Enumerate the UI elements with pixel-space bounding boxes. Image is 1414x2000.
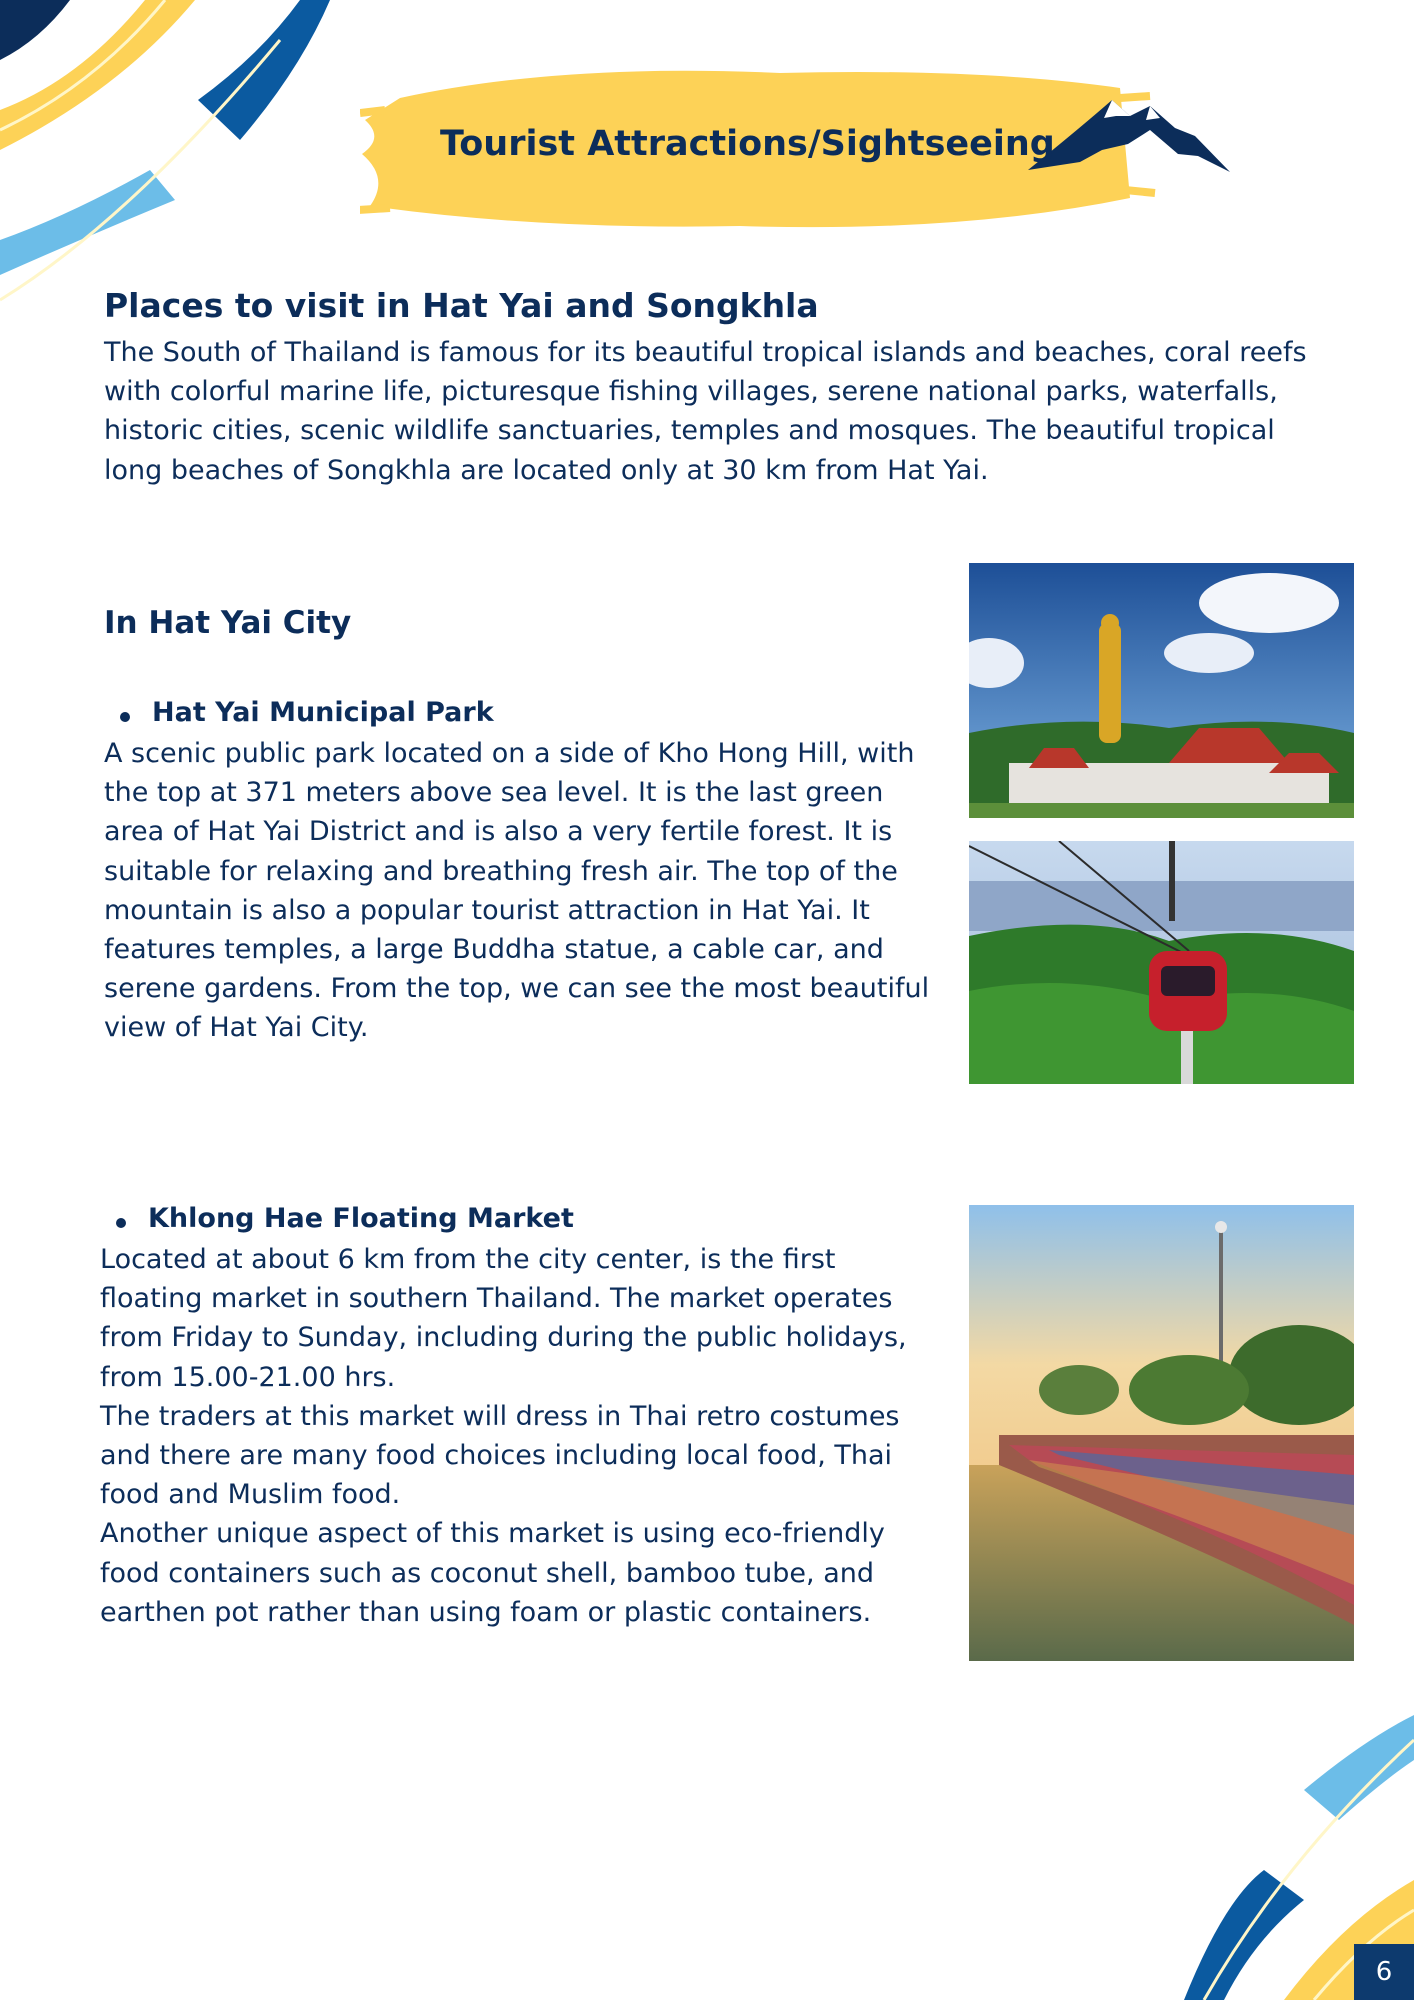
- intro-paragraph: The South of Thailand is famous for its beautiful tropical islands and beaches, coral reefs with colorful marine life, picturesque fishing villages, serene national parks, waterfalls, historic cities, scenic wildlife sanctuaries, temples and mosques. The beautiful tropical long beaches of Songkhla are located only at 30 km from Hat Yai.: [104, 337, 1307, 486]
- park-title: Hat Yai Municipal Park: [152, 697, 494, 728]
- temple-buddha-photo: [969, 563, 1354, 818]
- bullet-dot: [120, 712, 130, 722]
- bullet-dot: [116, 1218, 126, 1228]
- market-title: Khlong Hae Floating Market: [148, 1203, 574, 1234]
- market-paragraph: [100, 1240, 940, 1632]
- market-paragraph-1: Located at about 6 km from the city center, is the first floating market in southern Thailand. The market operates from Friday to Sunday, including during the public holidays, from 15.00-21.00 hrs.: [100, 1244, 907, 1393]
- bullet-park: [152, 697, 494, 728]
- bullet-market: [148, 1203, 574, 1234]
- subsection-heading: In Hat Yai City: [104, 605, 352, 641]
- market-paragraph-3: Another unique aspect of this market is using eco-friendly food containers such as coconut shell, bamboo tube, and earthen pot rather than using foam or plastic containers.: [100, 1518, 885, 1628]
- market-paragraph-2: The traders at this market will dress in Thai retro costumes and there are many food choices including local food, Thai food and Muslim food.: [100, 1400, 900, 1511]
- page-number: 6: [1354, 1944, 1414, 2000]
- floating-market-photo: [969, 1205, 1354, 1661]
- cable-car-photo: [969, 841, 1354, 1084]
- banner-title: Tourist Attractions/Sightseeing: [440, 124, 1055, 164]
- section-heading: Places to visit in Hat Yai and Songkhla: [104, 286, 819, 325]
- park-paragraph: A scenic public park located on a side of Kho Hong Hill, with the top at 371 meters above sea level. It is the last green area of Hat Yai District and is also a very fertile forest. It is suitable for relaxing and breathing fresh air. The top of the mountain is also a popular tourist attraction in Hat Yai. It features temples, a large Buddha statue, a cable car, and serene gardens. From the top, we can see the most beautiful view of Hat Yai City.: [104, 738, 930, 1044]
